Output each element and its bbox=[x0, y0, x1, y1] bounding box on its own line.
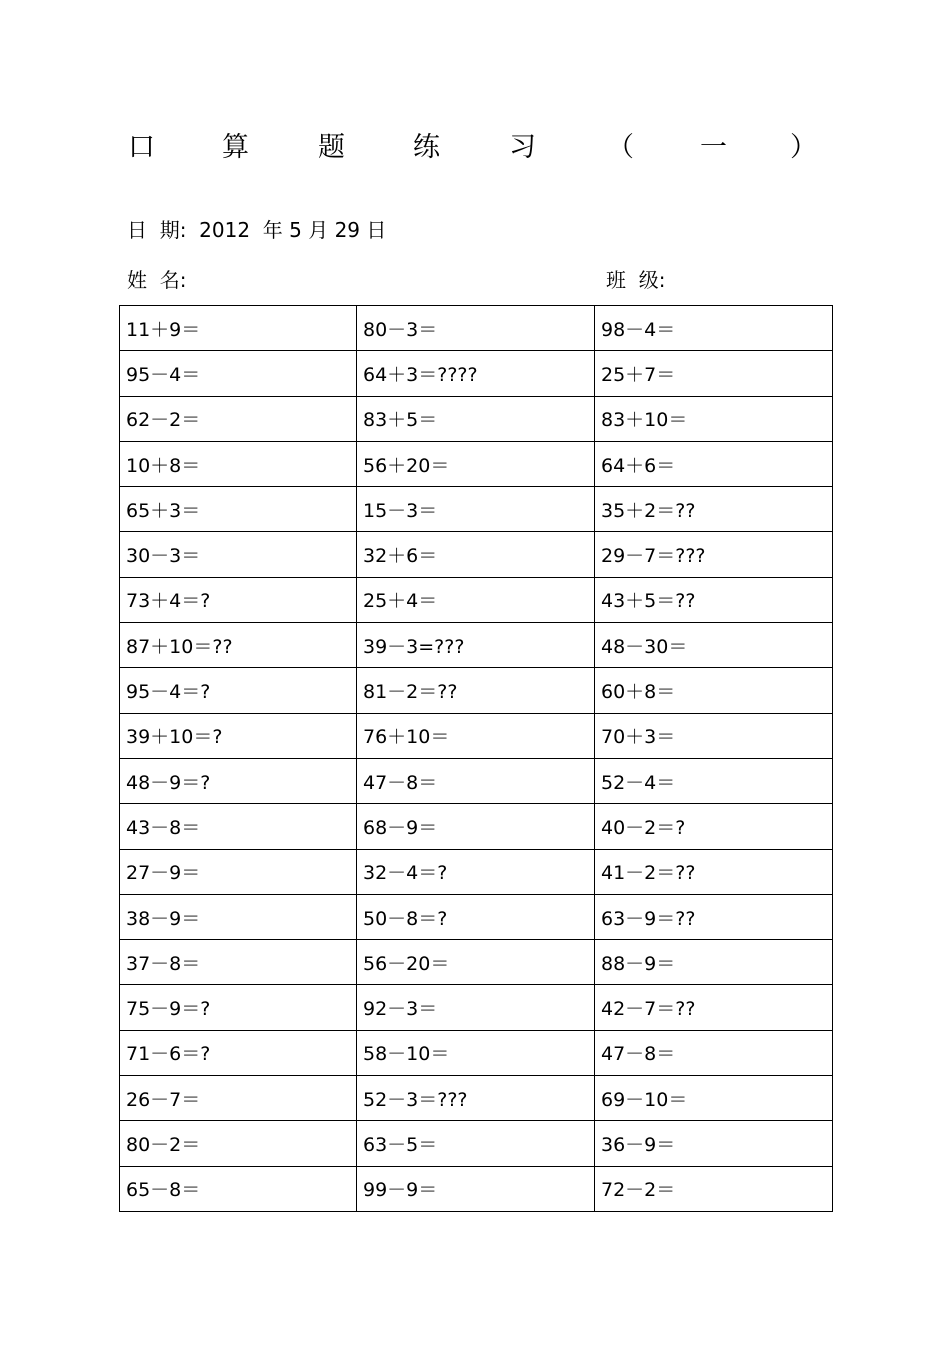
problem-cell: 71－6＝? bbox=[120, 1030, 357, 1075]
problem-cell: 99－9＝ bbox=[357, 1166, 595, 1211]
problem-cell: 52－4＝ bbox=[595, 758, 833, 803]
table-row bbox=[120, 758, 833, 803]
problem-cell: 81－2＝?? bbox=[357, 668, 595, 713]
table-row bbox=[120, 668, 833, 713]
problem-cell: 75－9＝? bbox=[120, 985, 357, 1030]
table-row bbox=[120, 306, 833, 351]
exercise-table bbox=[119, 305, 833, 1212]
problem-cell: 47－8＝ bbox=[357, 758, 595, 803]
problem-cell: 80－2＝ bbox=[120, 1121, 357, 1166]
title-char: 练 bbox=[413, 132, 440, 163]
class-label: 班 级: bbox=[606, 268, 666, 292]
page-title bbox=[0, 128, 950, 168]
problem-cell: 87＋10＝?? bbox=[120, 623, 357, 668]
problem-cell: 25＋4＝ bbox=[357, 577, 595, 622]
problem-cell: 65＋3＝ bbox=[120, 487, 357, 532]
name-label: 姓 名: bbox=[127, 268, 187, 292]
table-row bbox=[120, 894, 833, 939]
title-char: 算 bbox=[222, 132, 249, 163]
problem-cell: 64＋6＝ bbox=[595, 441, 833, 486]
problem-cell: 52－3＝??? bbox=[357, 1076, 595, 1121]
problem-cell: 60＋8＝ bbox=[595, 668, 833, 713]
problem-cell: 76＋10＝ bbox=[357, 713, 595, 758]
problem-cell: 73＋4＝? bbox=[120, 577, 357, 622]
table-row bbox=[120, 441, 833, 486]
problem-cell: 32－4＝? bbox=[357, 849, 595, 894]
table-row bbox=[120, 804, 833, 849]
table-row bbox=[120, 1030, 833, 1075]
problem-cell: 69－10＝ bbox=[595, 1076, 833, 1121]
problem-cell: 62－2＝ bbox=[120, 396, 357, 441]
problem-cell: 39－3=??? bbox=[357, 623, 595, 668]
table-row bbox=[120, 487, 833, 532]
problem-cell: 58－10＝ bbox=[357, 1030, 595, 1075]
problem-cell: 70＋3＝ bbox=[595, 713, 833, 758]
problem-cell: 56－20＝ bbox=[357, 940, 595, 985]
problem-cell: 63－9＝?? bbox=[595, 894, 833, 939]
problem-cell: 80－3＝ bbox=[357, 306, 595, 351]
problem-cell: 39＋10＝? bbox=[120, 713, 357, 758]
problem-cell: 43－8＝ bbox=[120, 804, 357, 849]
title-char: 习 bbox=[509, 132, 536, 163]
table-row bbox=[120, 713, 833, 758]
problem-cell: 48－9＝? bbox=[120, 758, 357, 803]
table-row bbox=[120, 1166, 833, 1211]
problem-cell: 47－8＝ bbox=[595, 1030, 833, 1075]
problem-cell: 43＋5＝?? bbox=[595, 577, 833, 622]
problem-cell: 95－4＝? bbox=[120, 668, 357, 713]
table-row bbox=[120, 940, 833, 985]
problem-cell: 83＋10＝ bbox=[595, 396, 833, 441]
problem-cell: 35＋2＝?? bbox=[595, 487, 833, 532]
problem-cell: 11＋9＝ bbox=[120, 306, 357, 351]
problem-cell: 36－9＝ bbox=[595, 1121, 833, 1166]
problem-cell: 10＋8＝ bbox=[120, 441, 357, 486]
title-char: 口 bbox=[128, 132, 155, 163]
problem-cell: 41－2＝?? bbox=[595, 849, 833, 894]
problem-cell: 92－3＝ bbox=[357, 985, 595, 1030]
problem-cell: 25＋7＝ bbox=[595, 351, 833, 396]
table-row bbox=[120, 351, 833, 396]
problem-cell: 72－2＝ bbox=[595, 1166, 833, 1211]
table-row bbox=[120, 396, 833, 441]
problem-cell: 56＋20＝ bbox=[357, 441, 595, 486]
title-char: （ bbox=[607, 132, 634, 163]
problem-cell: 83＋5＝ bbox=[357, 396, 595, 441]
problem-cell: 65－8＝ bbox=[120, 1166, 357, 1211]
table-row bbox=[120, 623, 833, 668]
problem-cell: 88－9＝ bbox=[595, 940, 833, 985]
table-row bbox=[120, 1076, 833, 1121]
title-char: 题 bbox=[318, 132, 345, 163]
problem-cell: 30－3＝ bbox=[120, 532, 357, 577]
table-row bbox=[120, 849, 833, 894]
table-row bbox=[120, 577, 833, 622]
problem-cell: 15－3＝ bbox=[357, 487, 595, 532]
problem-cell: 37－8＝ bbox=[120, 940, 357, 985]
problem-cell: 50－8＝? bbox=[357, 894, 595, 939]
problem-cell: 98－4＝ bbox=[595, 306, 833, 351]
problem-cell: 38－9＝ bbox=[120, 894, 357, 939]
problem-cell: 32＋6＝ bbox=[357, 532, 595, 577]
problem-cell: 64＋3＝???? bbox=[357, 351, 595, 396]
problem-cell: 63－5＝ bbox=[357, 1121, 595, 1166]
table-row bbox=[120, 532, 833, 577]
problem-cell: 42－7＝?? bbox=[595, 985, 833, 1030]
table-row bbox=[120, 985, 833, 1030]
problem-cell: 26－7＝ bbox=[120, 1076, 357, 1121]
problem-cell: 48－30＝ bbox=[595, 623, 833, 668]
problem-cell: 68－9＝ bbox=[357, 804, 595, 849]
table-row bbox=[120, 1121, 833, 1166]
title-char: ） bbox=[790, 132, 817, 163]
problem-cell: 40－2＝? bbox=[595, 804, 833, 849]
problem-cell: 27－9＝ bbox=[120, 849, 357, 894]
date-line: 日 期: 2012 年 5 月 29 日 bbox=[127, 218, 387, 242]
problem-cell: 95－4＝ bbox=[120, 351, 357, 396]
problem-cell: 29－7＝??? bbox=[595, 532, 833, 577]
title-char: 一 bbox=[700, 132, 727, 163]
